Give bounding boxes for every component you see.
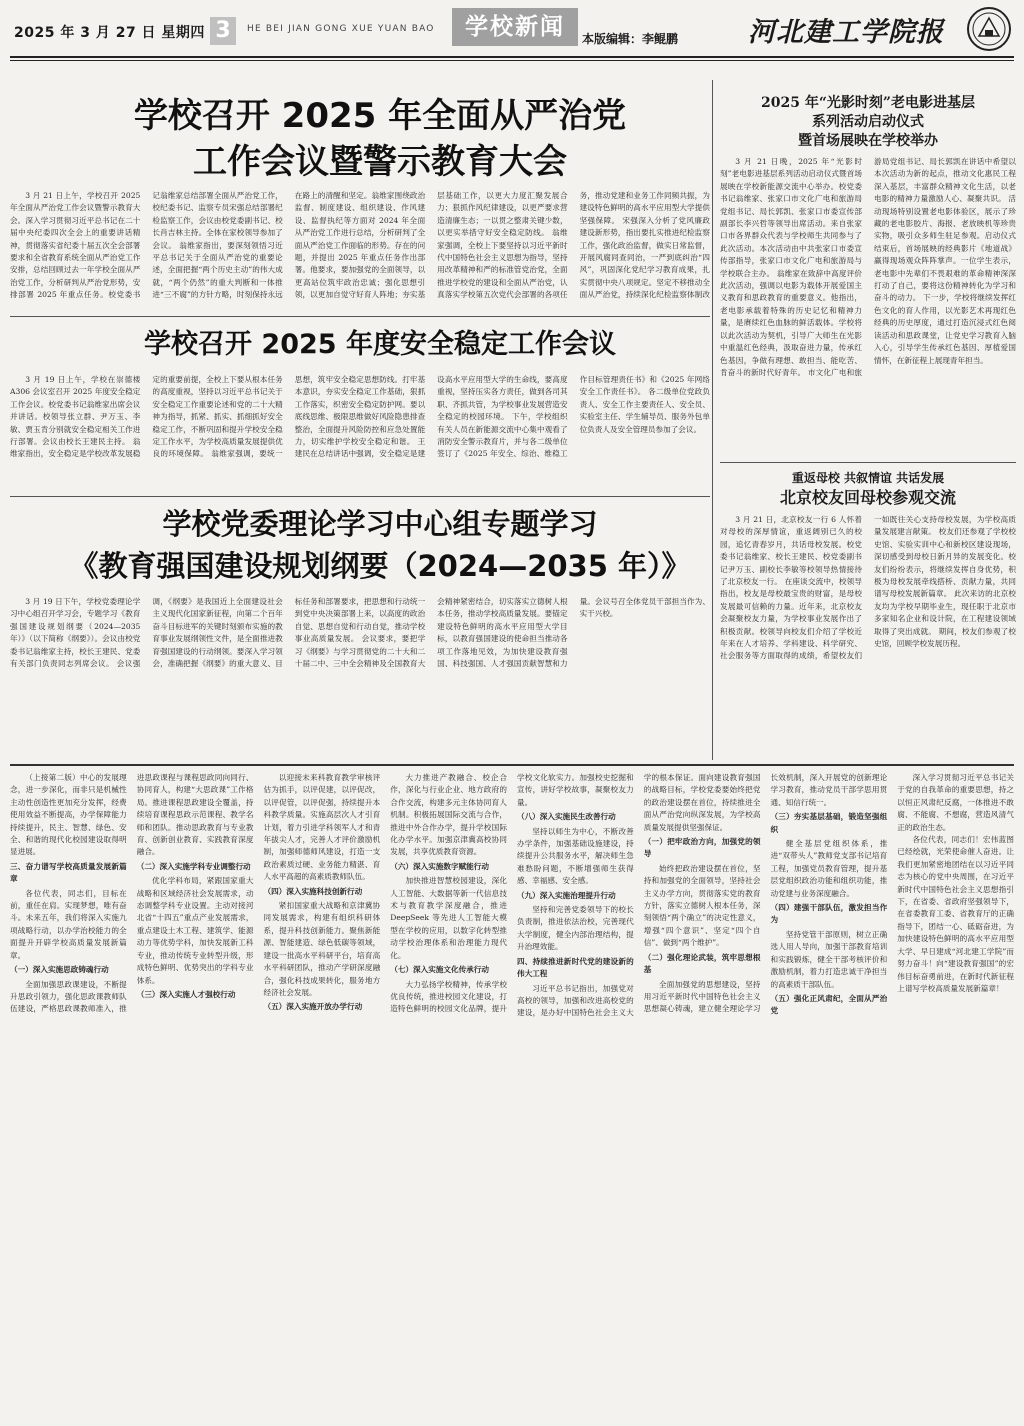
subsection-heading: （一）把牢政治方向，加强党的领导 xyxy=(643,837,761,859)
paragraph: 始终把政治建设摆在首位，坚持和加强党的全面领导，坚持社会主义办学方向，贯彻落实党的教育方针，落实立德树人根本任务，深刻领悟“两个确立”的决定性意义，增强“四个意识”、坚定“四个自信”、做到“两个维护”。 xyxy=(643,863,761,948)
paragraph: 大力推进产教融合、校企合作，深化与行业企业、地方政府的合作交流，构建多元主体协同育人机制。积极拓展国际交流与合作，推进中外合作办学，提升学校国际化办学水平。加强京津冀高校协同发展，共享优质教育资源。 xyxy=(390,773,507,857)
safety-headline: 学校召开 2025 年度安全稳定工作会议 xyxy=(144,329,616,360)
paragraph: 各位代表，同志们，目标在前，重任在肩。实现梦想，唯有奋斗。未来五年，我们将深入实施九项战略行动，以办学治校能力的全面提升开辟学校高质量发展新篇章。 xyxy=(10,888,127,960)
paragraph: 紧扣国家重大战略和京津冀协同发展需求，构建有组织科研体系，提升科技创新能力。聚焦新能源、智能建造、绿色低碳等领域，建设一批高水平科研平台，培育高水平科研团队，推动产学研深度融合，强化科技成果转化，服务地方经济社会发展。 xyxy=(263,901,381,997)
study-article-body xyxy=(10,596,710,756)
main-article-text: 3 月 21 日上午，学校召开 2025 年全面从严治党工作会议暨警示教育大会。深入学习贯彻习近平总书记在二十届中央纪委四次全会上的重要讲话精神，贯彻落实省纪委十届五次全会部署要求和全省教育系统全面从严治党工作安排，总结回顾过去一年学校全面从严治党工作，分析研判从严治党形势，安排部署 2025 年重点任务。校党委书记翁维家总结部署全面从严治党工作，校纪委书记、监察专员宋强总结部署纪检监察工作，会议由校党委副书记、校长肖吉林主持。全体在家校领导参加了会议。 翁维家指出，要深刻领悟习近平总书记关于全面从严治党的重要论述，全面把握“两个历史主动”的伟大成就，“两个仍然”的重大判断和一体推进“三不腐”的方针方略，时刻保持永远在路上的清醒和坚定。翁维家围绕政治监督、制度建设、组织建设、作风建设、监督执纪等方面对 2024 年全面从严治党工作进行总结，分析研判了全面从严治党工作面临的形势。存在的问题，并提出 2025 年重点任务作出部署。他要求，要加强党的全面领导，以更高站位筑牢政治忠诚；强化思想引领，以更加自觉守好育人阵地；夯实基层基础工作，以更大力度汇聚发展合力；狠抓作风纪律建设，以更严要求营造清廉生态；一以贯之整肃关键少数，以更实举措守好安全稳定防线。 翁维家强调，全校上下要坚持以习近平新时代中国特色社会主义思想为指导，坚持用改革精神和严的标准管党治党，全面推进学校党的建设和全面从严治党，认真落实学校第五次党代会部署的各项任务，推动党建和业务工作同频共振，为建设特色鲜明的高水平应用型大学提供坚强保障。 宋强深入分析了党风廉政建设新形势，指出要扎实推进纪检监察工作，强化政治监督，做实日常监督，开展风腐同查同治，一严到底纠治“四风”，巩固深化党纪学习教育成果，扎实贯彻中央八项规定。坚定不移推动全面从严治党，持续深化纪检监察体制改 xyxy=(10,191,710,300)
section-title: 学校新闻 xyxy=(452,8,578,46)
paragraph: 健全基层党组织体系，推进“双带头人”教师党支部书记培育工程，加强党员教育管理，提升基层党组织政治功能和组织功能，推动党建与业务深度融合。 xyxy=(770,839,888,898)
page-number: 3 xyxy=(210,17,236,45)
masthead-pinyin: HE BEI JIAN GONG XUE YUAN BAO xyxy=(247,24,435,34)
sidebar2-article-text: 3 月 21 日，北京校友一行 6 人怀着对母校的深厚情谊，重返阔别已久的校园，追忆青春岁月，共话母校发展。校党委书记翁维家、校长王建民、校党委副书记尹万玉、副校长李敏等校领导热情接待了北京校友一行。 在座谈交流中，校领导指出，校友是母校最宝贵的财富，是母校发展最可信赖的力量。近年来，北京校友会凝聚校友力量，为学校事业发展作出了积极贡献。校领导向校友们介绍了学校近年来在人才培养、学科建设、科学研究、社会服务等方面取得的成绩，希望校友们一如既往关心支持母校发展，为学校高质量发展建言献策。 校友们还参观了学校校史馆、实验实训中心和新校区建设现场，深切感受到母校日新月异的发展变化。校友们纷纷表示，将继续发挥自身优势，积极为母校发展牵线搭桥、贡献力量，共同谱写母校发展新篇章。 此次来访的北京校友均为学校早期毕业生，现任职于北京市多家知名企业和设计院，在工程建设领域取得了突出成就。 期间，校友们参观了校史馆，回顾学校发展历程。 xyxy=(720,515,1016,661)
paragraph: 大力弘扬学校精神，传承学校优良传统，推进校园文化建设，打造特色鲜明的校园文化品牌，提升学校文化软实力。加强校史挖掘和宣传，讲好学校故事，凝聚校友力量。 xyxy=(390,773,634,1014)
subsection-heading: （六）深入实施数字赋能行动 xyxy=(390,861,489,871)
subsection-heading: （三）深入实施人才强校行动 xyxy=(136,989,236,999)
sidebar1-headline-line3: 暨首场展映在学校举办 xyxy=(798,133,938,149)
section-divider xyxy=(10,496,710,497)
continued-intro: （上接第二版）中心的发展理念，进一步深化，而非只是机械性主动性创造性更加充分发挥，经费使用效益不断提高，办学保障能力持续提升，民主、智慧、绿色、安全、和谐的现代化校园建设取得明显进展。 xyxy=(10,773,127,857)
subsection-heading: （四）深入实施科技创新行动 xyxy=(263,886,363,896)
newspaper-brand: 河北建工学院报 xyxy=(748,17,944,48)
paragraph: 坚持以师生为中心，不断改善办学条件，加强基础设施建设，持续提升公共服务水平，解决师生急难愁盼问题，不断增强师生获得感、幸福感、安全感。 xyxy=(517,826,634,886)
subsection-heading: （二）强化理论武装，筑牢思想根基 xyxy=(643,952,761,975)
section-heading: 三、奋力谱写学校高质量发展新篇章 xyxy=(10,861,127,884)
masthead xyxy=(0,0,1024,72)
editor-credit: 本版编辑：李鲲鹏 xyxy=(582,32,679,46)
masthead-rule xyxy=(10,56,1014,58)
subsection-heading: （九）深入实施治理提升行动 xyxy=(517,890,616,900)
subsection-heading: （七）深入实施文化传承行动 xyxy=(390,965,489,975)
section-divider xyxy=(10,316,710,317)
subsection-heading: （八）深入实施民生改善行动 xyxy=(517,812,616,822)
subsection-heading: （五）强化正风肃纪，全面从严治党 xyxy=(770,993,888,1016)
paragraph: 各位代表，同志们！宏伟蓝图已经绘就，光荣使命催人奋进。让我们更加紧密地团结在以习近平同志为核心的党中央周围，在习近平新时代中国特色社会主义思想指引下，在省委、省政府坚强领导下，在省委教育工委、省教育厅的正确指导下，团结一心、砥砺奋进，为加快建设特色鲜明的高水平应用型大学、早日建成“河北建工学院”而努力奋斗！向“建设教育强国”的宏伟目标奋勇前进，在新时代新征程上谱写学校高质量发展新篇章！ xyxy=(897,835,1014,993)
page-divider xyxy=(10,764,1014,766)
study-headline-line1: 学校党委理论学习中心组专题学习 xyxy=(162,507,598,541)
main-headline-line1: 学校召开 2025 年全面从严治党 xyxy=(133,96,627,136)
paragraph: 深入学习贯彻习近平总书记关于党的自我革命的重要思想，持之以恒正风肃纪反腐，一体推进不敢腐、不能腐、不想腐，营造风清气正的政治生态。 xyxy=(897,773,1014,832)
subsection-heading: （三）夯实基层基础，锻造坚强组织 xyxy=(770,812,888,834)
masthead-rule-thin xyxy=(10,60,1014,61)
paragraph: 全面加强思政课建设，不断提升思政引领力，强化思政课教师队伍建设，严格思政课教师准入，推进思政课程与课程思政同向同行、协同育人，构建“大思政课”工作格局。推进课程思政建设全覆盖，持续培育课程思政示范课程、教学名师和团队。推动思政教育与专业教育、创新创业教育、实践教育深度融合。 xyxy=(10,773,254,1014)
subsection-heading: （五）深入实施开放办学行动 xyxy=(263,1002,363,1012)
sidebar1-headline-line2: 系列活动启动仪式 xyxy=(812,114,924,130)
paragraph: 全面加强党的思想建设，坚持用习近平新时代中国特色社会主义思想凝心铸魂，建立健全理论学习长效机制，深入开展党的创新理论学习教育，推动党员干部学思用贯通、知信行统一。 xyxy=(643,773,888,1014)
subsection-heading: （四）建强干部队伍，激发担当作为 xyxy=(770,903,888,925)
main-headline-line2: 工作会议暨警示教育大会 xyxy=(193,142,567,182)
paragraph: 习近平总书记指出，加强党对高校的领导，加强和改进高校党的建设，是办好中国特色社会主义大学的根本保证。面向建设教育强国的战略目标，学校党委要始终把党的政治建设摆在首位，持续推进全面从严治党向纵深发展，为学校高质量发展提供坚强保证。 xyxy=(517,773,761,1018)
column-divider xyxy=(712,80,713,760)
paragraph: 坚持党管干部原则，树立正确选人用人导向，加强干部教育培训和实践锻炼，健全干部考核评价和激励机制，着力打造忠诚干净担当的高素质干部队伍。 xyxy=(770,929,888,989)
paragraph: 优化学科布局，紧跟国家重大战略和区域经济社会发展需求，动态调整学科专业设置。主动对接河北省“十四五”重点产业发展需求，重点建设土木工程、建筑学、能源动力等优势学科，加快发展新工科专业，推动传统专业转型升级，形成特色鲜明、优势突出的学科专业体系。 xyxy=(136,876,254,985)
main-article-body xyxy=(10,190,710,308)
sidebar2-kicker: 重返母校 共叙情谊 共话发展 xyxy=(791,471,945,485)
sidebar2-article-body xyxy=(720,514,1016,756)
subsection-heading: （二）深入实施学科专业调整行动 xyxy=(136,861,251,871)
sidebar1-headline-line1: 2025 年“光影时刻”老电影进基层 xyxy=(761,95,975,111)
paragraph: 加快推进智慧校园建设，深化人工智能、大数据等新一代信息技术与教育教学深度融合，推进 DeepSeek 等先进人工智能大模型在学校的应用，以数字化转型推动学校治理体系和治理能力现代化。 xyxy=(390,876,507,960)
paragraph: 以迎接未来科教育教学审核评估为抓手，以评促建，以评促改，以评促管，以评促强，持续提升本科教学质量。实施高层次人才引育计划，着力引进学科领军人才和青年拔尖人才，完善人才评价激励机制，加强师德师风建设，打造一支政治素质过硬、业务能力精湛、育人水平高超的高素质教师队伍。 xyxy=(263,773,381,882)
continued-report-body xyxy=(10,772,1014,1418)
study-article-text: 3 月 19 日下午，学校党委理论学习中心组召开学习会，专题学习《教育强国建设规划纲要（2024—2035 年）》（以下简称《纲要》）。会议由校党委书记翁维家主持，校长王建民、党委有关部门负责同志列席会议。 会议强调，《纲要》是我国近上全面建设社会主义现代化国家新征程，向第二个百年奋斗目标进军的关键时刻颁布实施的教育事业发展纲领性文件，是全面推进教育强国建设的行动纲领。要深入学习领会，准确把握《纲要》的重大意义、目标任务和部署要求，把思想和行动统一到党中央决策部署上来，以高度的政治自觉、思想自觉和行动自觉，推动学校事业高质量发展。 会议要求，要把学习《纲要》与学习贯彻党的二十大和二十届二中、三中全会精神及全国教育大会精神紧密结合，切实落实立德树人根本任务，推动学校高质量发展。要锚定建设特色鲜明的高水平应用型大学目标，以教育强国建设的使命担当推动各项工作落地见效，为加快建设教育强国、科技强国、人才强国贡献智慧和力量。会议号召全体党员干部担当作为、实干兴校。 xyxy=(10,597,710,669)
safety-article-text: 3 月 19 日上午，学校在崇德楼 A306 会议室召开 2025 年度安全稳定工作会议。校党委书记翁维家出席会议并讲话。校领导张立群、尹万玉、李敏、贾玉肯分别就安全稳定相关工作进行部署。会议由校长王建民主持。 翁维家指出，安全稳定是学校改革发展稳定的重要前提，全校上下要从根本任务的高度重视，坚持以习近平总书记关于安全稳定工作重要论述和党的二十大精神为指导，抓紧、抓实、抓细抓好安全稳定工作，不断巩固和提升学校安全稳定工作水平，为学校高质量发展提供优良的环境保障。 翁维家强调，要统一思想，筑牢安全稳定思想防线。打牢基本意识，夯实安全稳定工作基础，狠抓工作落实，织密安全稳定防护网。要以底线思维、极限思维做好风险隐患排查整治，全面提升风险防控和应急处置能力，切实维护学校安全稳定和谐。 王建民在总结讲话中强调，安全稳定是建设高水平应用型大学的生命线，要高度重视，坚持压实各方责任，做到各司其职、齐抓共管，为学校事业发展营造安全稳定的校园环境。 下午，学校组织有关人员在新能源交流中心集中观看了消防安全警示教育片，并与各二级单位签订了《2025 年安全、综治、维稳工作目标管理责任书》和《2025 年网络安全工作责任书》。 各二级单位党政负责人、安全工作主要责任人、安全员、实验室主任、学生辅导员、服务外包单位负责人及安全管理员参加了会议。 xyxy=(10,375,710,459)
study-headline-line2: 《教育强国建设规划纲要（2024—2035 年）》 xyxy=(69,549,691,583)
sidebar1-article-text: 3 月 21 日晚，2025 年“光影时刻”老电影进基层系列活动启动仪式暨首场展映在学校新能源交流中心举办。校党委书记翁维家、张家口市文化广电和旅游局党组书记、局长郭凯、张家口市委宣传部副部长李兴哲等领导出席活动。来自张家口市各界群众代表与学校师生共同参与了此次活动。本次活动由中共张家口市委宣传部指导，张家口市文化广电和旅游局与学校联合主办。 翁维家在致辞中高度评价此次活动，强调以电影为载体开展爱国主义教育和思政教育的重要意义。他指出，老电影承载着特殊的历史记忆和精神力量，是赓续红色血脉的鲜活载体。学校将以此次活动为契机，引导广大师生在光影中重温红色经典，汲取奋进力量，传承红色基因，争做有理想、敢担当、能吃苦、肯奋斗的新时代好青年。 市文化广电和旅游局党组书记、局长郭凯在讲话中希望以本次活动为新的起点，推动文化惠民工程深入基层，丰富群众精神文化生活，以老电影的精神力量激励人心、凝聚共识。 活动现场特别设置老电影体验区，展示了珍藏的老电影胶片、海报、老放映机等珍贵实物，吸引众多师生驻足参观。启动仪式结束后，首场展映的经典影片《地道战》赢得现场观众阵阵掌声。一位学生表示，老电影中先辈们不畏艰难的革命精神深深打动了自己，要将这份精神转化为学习和奋斗的动力。 下一步，学校将继续发挥红色文化的育人作用，以光影艺术再现红色经典的历史厚度，通过打造沉浸式红色阅读活动和思政课堂，让党史学习教育入脑入心，引导学生传承红色基因、厚植爱国情怀，在新征程上展现青年担当。 xyxy=(720,157,1016,377)
section-divider xyxy=(720,462,1016,463)
sidebar2-headline: 北京校友回母校参观交流 xyxy=(779,488,956,507)
paragraph: 坚持和完善党委领导下的校长负责制，推进依法治校，完善现代大学制度，健全内部治理结构，提升治理效能。 xyxy=(517,905,634,952)
safety-article-body xyxy=(10,374,710,492)
sidebar1-article-body xyxy=(720,156,1016,456)
subsection-heading: （一）深入实施思政铸魂行动 xyxy=(10,965,109,975)
section-heading: 四、持续推进新时代党的建设新的伟大工程 xyxy=(517,956,634,979)
issue-date: 2025 年 3 月 27 日 星期四 xyxy=(14,25,205,41)
university-seal-icon xyxy=(966,6,1012,52)
